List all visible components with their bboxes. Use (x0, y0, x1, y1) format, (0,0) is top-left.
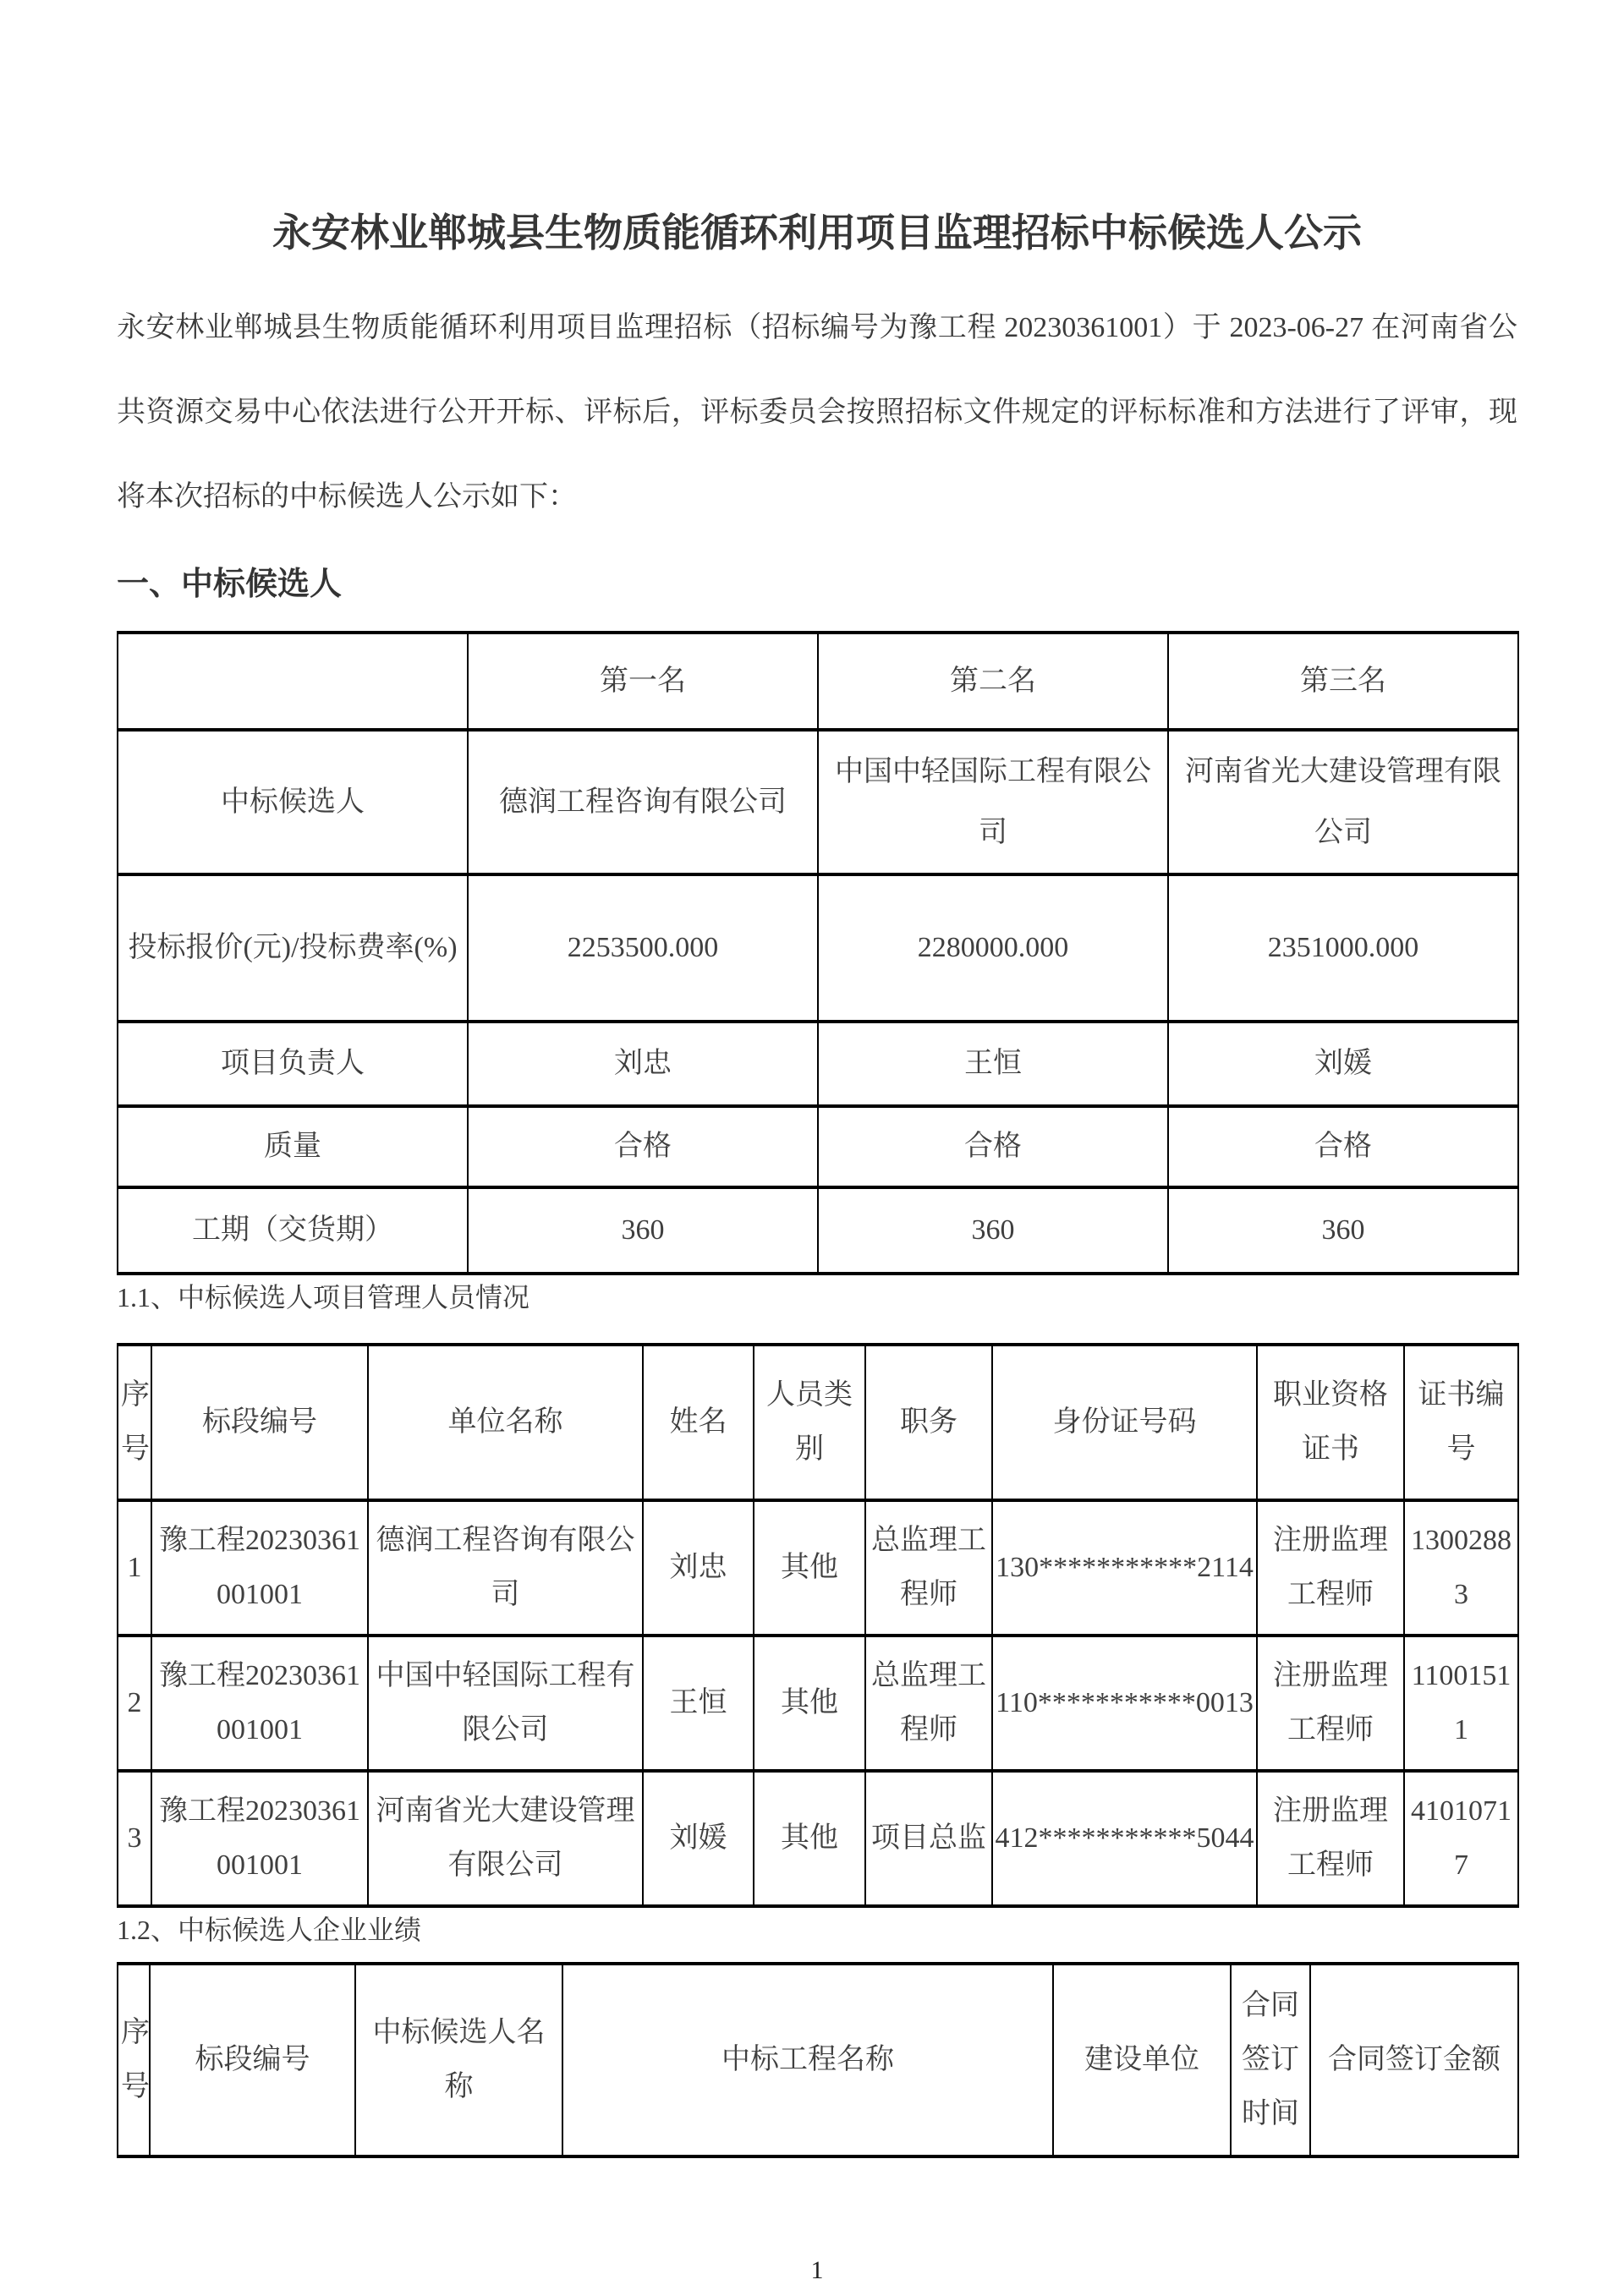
column-header: 证书编号 (1404, 1345, 1518, 1500)
table-cell: 河南省光大建设管理有限公司 (368, 1771, 643, 1906)
column-header: 单位名称 (368, 1345, 643, 1500)
table-cell: 注册监理工程师 (1257, 1636, 1404, 1771)
table-cell: 德润工程咨询有限公司 (368, 1500, 643, 1636)
table-cell: 其他 (754, 1771, 865, 1906)
table-cell: 360 (1168, 1187, 1518, 1274)
table-row (118, 1022, 1518, 1106)
column-header: 第一名 (468, 633, 818, 730)
row-label: 投标报价(元)/投标费率(%) (118, 874, 468, 1022)
section-1-heading: 一、中标候选人 (117, 567, 343, 602)
row-label: 质量 (118, 1106, 468, 1187)
table-cell: 注册监理工程师 (1257, 1500, 1404, 1636)
table-row (118, 730, 1518, 874)
table-cell: 合格 (818, 1106, 1168, 1187)
empty-header-cell (118, 633, 468, 730)
column-header: 职业资格证书 (1257, 1345, 1404, 1500)
table-cell: 合格 (1168, 1106, 1518, 1187)
column-header: 序号 (118, 1345, 151, 1500)
page-number: 1 (810, 2256, 824, 2284)
row-label: 项目负责人 (118, 1022, 468, 1106)
table-cell: 刘媛 (643, 1771, 754, 1906)
table-cell: 刘忠 (468, 1022, 818, 1106)
table-cell: 豫工程20230361001001 (151, 1636, 368, 1771)
column-header: 建设单位 (1053, 1964, 1231, 2156)
table-cell: 360 (818, 1187, 1168, 1274)
column-header: 合同签订时间 (1231, 1964, 1310, 2156)
row-label: 中标候选人 (118, 730, 468, 874)
table-cell: 刘忠 (643, 1500, 754, 1636)
performance-section-heading: 1.2、中标候选人企业业绩 (117, 1915, 422, 1945)
personnel-section-heading: 1.1、中标候选人项目管理人员情况 (117, 1282, 530, 1312)
column-header: 合同签订金额 (1310, 1964, 1518, 2156)
table-cell: 2351000.000 (1168, 874, 1518, 1022)
column-header: 身份证号码 (992, 1345, 1257, 1500)
table-cell: 3 (118, 1771, 151, 1906)
table-row (118, 1106, 1518, 1187)
page-title: 永安林业郸城县生物质能循环利用项目监理招标中标候选人公示 (272, 211, 1362, 255)
table-cell: 1 (118, 1500, 151, 1636)
table-cell: 豫工程20230361001001 (151, 1500, 368, 1636)
column-header: 中标工程名称 (562, 1964, 1053, 2156)
table-cell: 刘媛 (1168, 1022, 1518, 1106)
table-cell: 412***********5044 (992, 1771, 1257, 1906)
table-cell: 2 (118, 1636, 151, 1771)
table-cell: 项目总监 (865, 1771, 992, 1906)
table-row (118, 1187, 1518, 1274)
column-header: 第二名 (818, 633, 1168, 730)
table-cell: 110***********0013 (992, 1636, 1257, 1771)
table-cell: 41010717 (1404, 1771, 1518, 1906)
table-row (118, 1500, 1518, 1636)
table-cell: 2253500.000 (468, 874, 818, 1022)
column-header: 中标候选人名称 (355, 1964, 562, 2156)
row-label: 工期（交货期） (118, 1187, 468, 1274)
table-cell: 2280000.000 (818, 874, 1168, 1022)
table-cell: 中国中轻国际工程有限公司 (368, 1636, 643, 1771)
table-header-row (118, 1345, 1518, 1500)
column-header: 序号 (118, 1964, 150, 2156)
table-cell: 总监理工程师 (865, 1500, 992, 1636)
table-cell: 德润工程咨询有限公司 (468, 730, 818, 874)
table-cell: 中国中轻国际工程有限公司 (818, 730, 1168, 874)
table-cell: 总监理工程师 (865, 1636, 992, 1771)
column-header: 人员类别 (754, 1345, 865, 1500)
table-cell: 其他 (754, 1636, 865, 1771)
table-row (118, 874, 1518, 1022)
table-cell: 130***********2114 (992, 1500, 1257, 1636)
table-cell: 河南省光大建设管理有限公司 (1168, 730, 1518, 874)
table-header-row (118, 1964, 1518, 2156)
column-header: 姓名 (643, 1345, 754, 1500)
column-header: 第三名 (1168, 633, 1518, 730)
column-header: 标段编号 (151, 1345, 368, 1500)
table-header-row (118, 633, 1518, 730)
table-cell: 其他 (754, 1500, 865, 1636)
table-cell: 360 (468, 1187, 818, 1274)
table-cell: 13002883 (1404, 1500, 1518, 1636)
table-cell: 11001511 (1404, 1636, 1518, 1771)
table-row (118, 1771, 1518, 1906)
bid-candidates-table (117, 631, 1519, 1275)
table-cell: 王恒 (818, 1022, 1168, 1106)
personnel-table (117, 1343, 1519, 1908)
table-row (118, 1636, 1518, 1771)
column-header: 标段编号 (150, 1964, 355, 2156)
table-cell: 合格 (468, 1106, 818, 1187)
performance-table (117, 1962, 1519, 2158)
table-cell: 王恒 (643, 1636, 754, 1771)
column-header: 职务 (865, 1345, 992, 1500)
intro-paragraph: 永安林业郸城县生物质能循环利用项目监理招标（招标编号为豫工程 20230361001）于 2023-06-27 在河南省公共资源交易中心依法进行公开开标、评标后，评标委员会按照招标文件规定的评标标准和方法进行了评审，现将本次招标的中标候选人公示如下： (117, 312, 1517, 512)
table-cell: 豫工程20230361001001 (151, 1771, 368, 1906)
table-cell: 注册监理工程师 (1257, 1771, 1404, 1906)
